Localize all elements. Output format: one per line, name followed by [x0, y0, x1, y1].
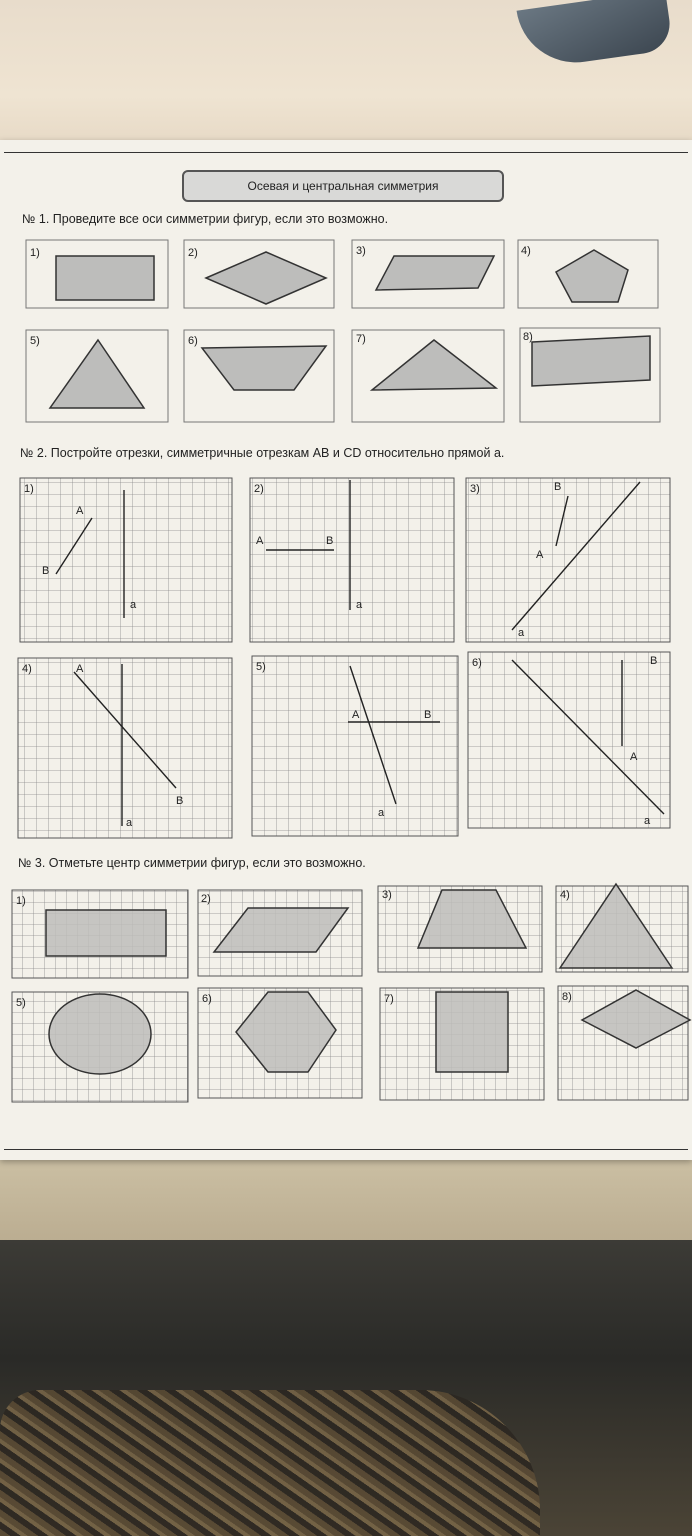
task2-1-line-label: a: [130, 599, 137, 611]
fabric-pattern: [0, 1390, 540, 1536]
task3-label-3: 3): [382, 889, 392, 901]
task3-label-6: 6): [202, 993, 212, 1005]
task2-5-point-b: B: [424, 709, 432, 721]
task2-label-3: 3): [470, 483, 480, 495]
task2-grid-3: [466, 478, 670, 642]
task1-figures: [0, 230, 692, 430]
task1-label-3: 3): [356, 245, 366, 257]
task2-grid-2: [250, 478, 454, 642]
task3-rectangle: [46, 910, 166, 956]
task3-label-2: 2): [201, 893, 211, 905]
task1-label-7: 7): [356, 333, 366, 345]
task2-3-point-b: B: [554, 481, 562, 493]
task2-6-point-a: A: [630, 751, 638, 763]
task2-2-line-label: a: [356, 599, 363, 611]
task3-label-7: 7): [384, 993, 394, 1005]
task2-4-line-label: a: [126, 817, 133, 829]
task2-5-line-label: a: [378, 807, 385, 819]
task3-label-1: 1): [16, 895, 26, 907]
task3-label-5: 5): [16, 997, 26, 1009]
task1-inverted-trapezoid: [202, 346, 326, 390]
worksheet-title-text: Осевая и центральная симметрия: [247, 179, 439, 193]
task3-heading: № 3. Отметьте центр симметрии фигур, если это возможно.: [18, 856, 366, 870]
task2-label-6: 6): [472, 657, 482, 669]
task1-label-1: 1): [30, 247, 40, 259]
task3-square: [436, 992, 508, 1072]
task2-1-point-a: A: [76, 505, 84, 517]
task2-label-5: 5): [256, 661, 266, 673]
task1-label-2: 2): [188, 247, 198, 259]
task1-rectangle: [56, 256, 154, 300]
task2-heading: № 2. Постройте отрезки, симметричные отрезкам AB и CD относительно прямой a.: [20, 446, 505, 460]
worksheet-title: [182, 170, 504, 202]
task2-5-point-a: A: [352, 709, 360, 721]
task2-grid-1: [20, 478, 232, 642]
task2-4-point-a: A: [76, 663, 84, 675]
task2-grid-6: [468, 652, 670, 828]
task2-2-point-a: A: [256, 535, 264, 547]
task2-6-point-b: B: [650, 655, 658, 667]
task2-4-point-b: B: [176, 795, 184, 807]
task1-parallelogram: [376, 256, 494, 290]
task1-obtuse-triangle: [372, 340, 496, 390]
task2-2-point-b: B: [326, 535, 334, 547]
task2-label-2: 2): [254, 483, 264, 495]
task1-label-4: 4): [521, 245, 531, 257]
task2-3-line-label: a: [518, 627, 525, 639]
task1-label-5: 5): [30, 335, 40, 347]
task2-3-point-a: A: [536, 549, 544, 561]
task2-grid-4: [18, 658, 232, 838]
task3-figures: [0, 880, 692, 1106]
task2-grids: [0, 470, 692, 846]
task2-label-1: 1): [24, 483, 34, 495]
task1-isosceles-triangle: [50, 340, 144, 408]
table-edge: [0, 1160, 692, 1250]
task3-ellipse: [49, 994, 151, 1074]
task1-pentagon: [556, 250, 628, 302]
task3-label-8: 8): [562, 991, 572, 1003]
task1-label-6: 6): [188, 335, 198, 347]
task1-label-8: 8): [523, 331, 533, 343]
task3-label-4: 4): [560, 889, 570, 901]
task1-rhombus: [206, 252, 326, 304]
task2-label-4: 4): [22, 663, 32, 675]
task1-heading: № 1. Проведите все оси симметрии фигур, если это возможно.: [22, 212, 389, 226]
task1-quadrilateral: [532, 336, 650, 386]
worksheet: [0, 140, 692, 1160]
task2-6-line-label: a: [644, 815, 651, 827]
task2-1-point-b: B: [42, 565, 50, 577]
